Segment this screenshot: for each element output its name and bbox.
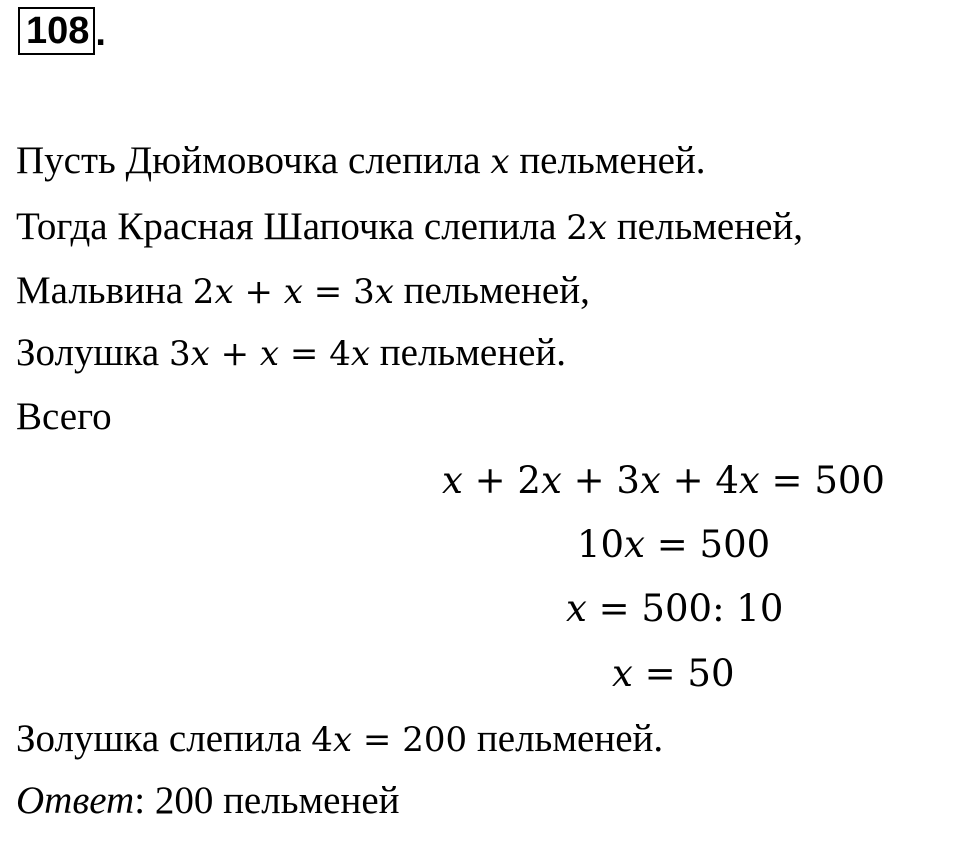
text-line-5	[16, 394, 112, 440]
line-2-text-before: Тогда Красная Шапочка слепила	[16, 205, 567, 248]
line-3-text-after: пельменей,	[393, 269, 590, 312]
line-1-text-before: Пусть Дюймовочка слепила	[16, 139, 491, 182]
line-5-text: Всего	[16, 395, 112, 438]
equation-2: 10x = 500	[577, 523, 771, 566]
answer-label: Ответ	[16, 779, 135, 822]
problem-number-box: 108	[18, 7, 95, 55]
line-2-variable: x	[587, 208, 608, 248]
line-3-text-before: Мальвина	[16, 269, 193, 312]
line-4-text-after: пельменей.	[370, 331, 567, 374]
line-2-coefficient: 2	[566, 208, 588, 248]
line-4-text-before: Золушка	[16, 331, 169, 374]
line-2-text-after: пельменей,	[607, 205, 804, 248]
answer-line	[16, 778, 400, 824]
text-line-2	[16, 204, 803, 251]
answer-text: 200 пельменей	[145, 779, 400, 822]
text-line-3	[16, 268, 590, 315]
answer-colon: :	[134, 779, 146, 822]
text-line-1	[16, 138, 706, 185]
equation-1: x + 2x + 3x + 4x = 500	[442, 459, 885, 502]
equation-3: x = 500: 10	[566, 587, 784, 630]
conclusion-line	[16, 716, 663, 763]
line-1-text-after: пельменей.	[509, 139, 706, 182]
line-3-expression: 2x + x = 3x	[192, 272, 394, 312]
conclusion-expression: 4x = 200	[311, 720, 468, 760]
conclusion-text-before: Золушка слепила	[16, 717, 312, 760]
problem-number-dot: .	[95, 12, 106, 54]
line-1-variable: x	[490, 142, 510, 182]
equation-4: x = 50	[612, 652, 735, 695]
problem-number	[18, 7, 106, 55]
line-4-expression: 3x + x = 4x	[168, 334, 371, 374]
text-line-4	[16, 330, 566, 377]
conclusion-text-after: пельменей.	[467, 717, 664, 760]
